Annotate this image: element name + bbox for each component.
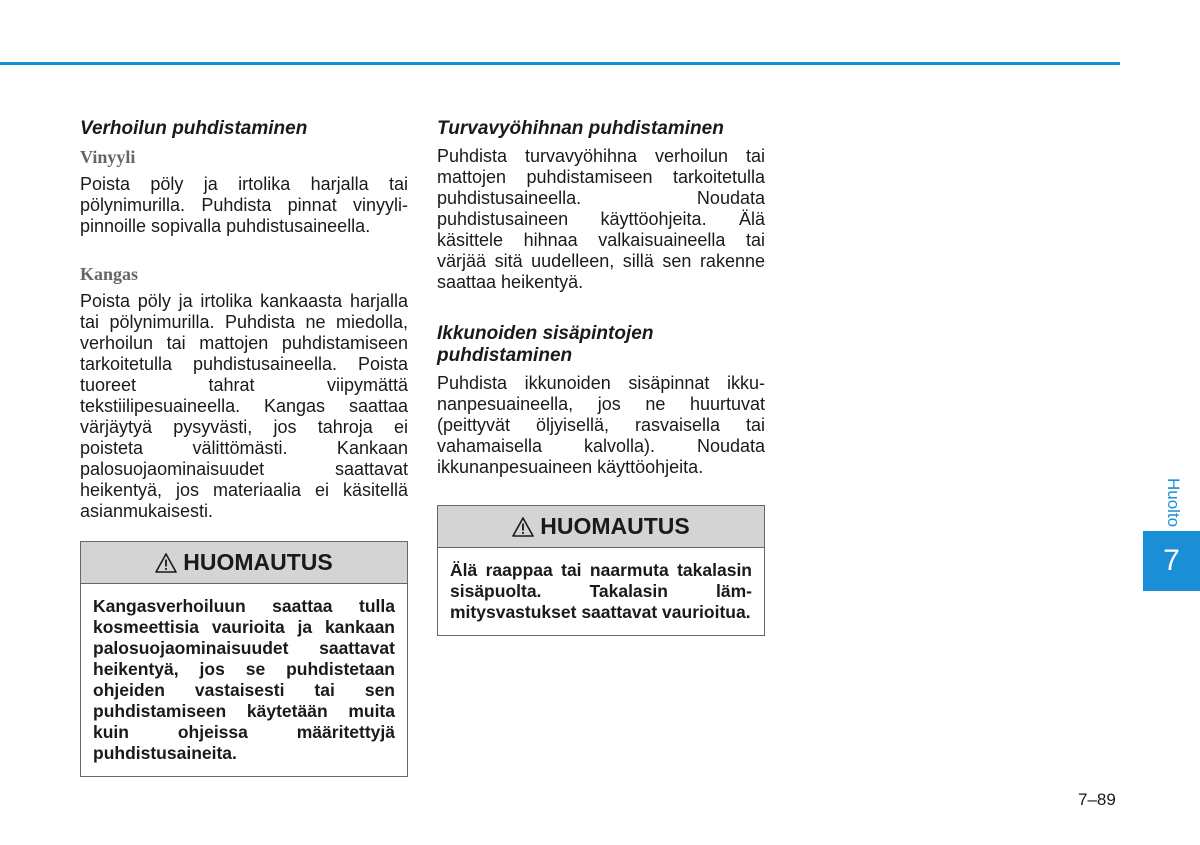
paragraph-seatbelt: Puhdista turvavyöhihna verhoilun tai mattojen puhdistamiseen tarkoitetulla puhdistusaineella. Noudata puhdistusaineen käyttöohjeita. Älä käsittele hihnaa valkaisuaineella tai värjää sitä uudelleen, sillä sen rakenne saattaa heikentyä. [437,146,765,292]
notice-box-windows [437,505,765,636]
notice-text: Kangasverhoiluun saattaa tulla kosmeettisia vaurioita ja kankaan palosuojaominaisuudet saattavat heikentyä, jos se puhdistetaan ohjeiden vastaisesti tai sen puhdistamiseen käytetään muita kuin ohjeissa määritettyjä puhdistusaineita. [93,596,395,763]
subheading-fabric: Kangas [80,264,139,284]
section-heading-windows: Ikkunoiden sisäpintojen puhdistaminen [437,323,654,366]
notice-title: HUOMAUTUS [183,549,333,575]
section-heading-seatbelt: Turvavyöhihnan puhdistaminen [437,118,724,139]
chapter-number: 7 [1163,544,1180,577]
notice-title: HUOMAUTUS [540,513,690,539]
right-column [437,118,765,636]
subheading-vinyl: Vinyyli [80,147,136,167]
notice-text: Älä raappaa tai naarmuta takalasin sisäpuolta. Takalasin lämmitysvastukset saattavat vaurioitua. [450,560,752,622]
left-column [80,118,408,777]
chapter-tab [1143,531,1200,591]
page-number: 7–89 [1078,790,1116,809]
paragraph-fabric: Poista pöly ja irtolika kankaasta harjalla tai pölynimurilla. Puhdista ne miedolla, verhoilun tai mattojen puhdistamiseen tarkoitetulla puhdistusaineella. Poista tuoreet tahrat viipymättä tekstiilipesuaineella. Kangas saattaa värjäytyä pysyvästi, jos tahroja ei poisteta välittömästi. Kankaan palosuojaominaisuudet saattavat heikentyä, jos materiaalia ei käsitellä asianmukaisesti. [80,291,408,521]
notice-header [81,542,407,584]
notice-header [438,506,764,548]
header-rule [0,62,1120,65]
notice-box-fabric [80,541,408,777]
warning-triangle-icon [512,517,534,537]
paragraph-windows: Puhdista ikkunoiden sisäpinnat ikkunanpesuaineella, jos ne huurtuvat (peittyvät öljyisellä, rasvaisella tai vahamaisella kalvolla). Noudata ikkunanpesuaineen käyttöohjeita. [437,373,765,477]
section-heading-upholstery: Verhoilun puhdistaminen [80,118,308,139]
warning-triangle-icon [155,553,177,573]
chapter-section-label: Huolto [1164,478,1183,528]
paragraph-vinyl: Poista pöly ja irtolika harjalla tai pölynimurilla. Puhdista pinnat vinyylipinnoille sopivalla puhdistusaineella. [80,174,408,236]
